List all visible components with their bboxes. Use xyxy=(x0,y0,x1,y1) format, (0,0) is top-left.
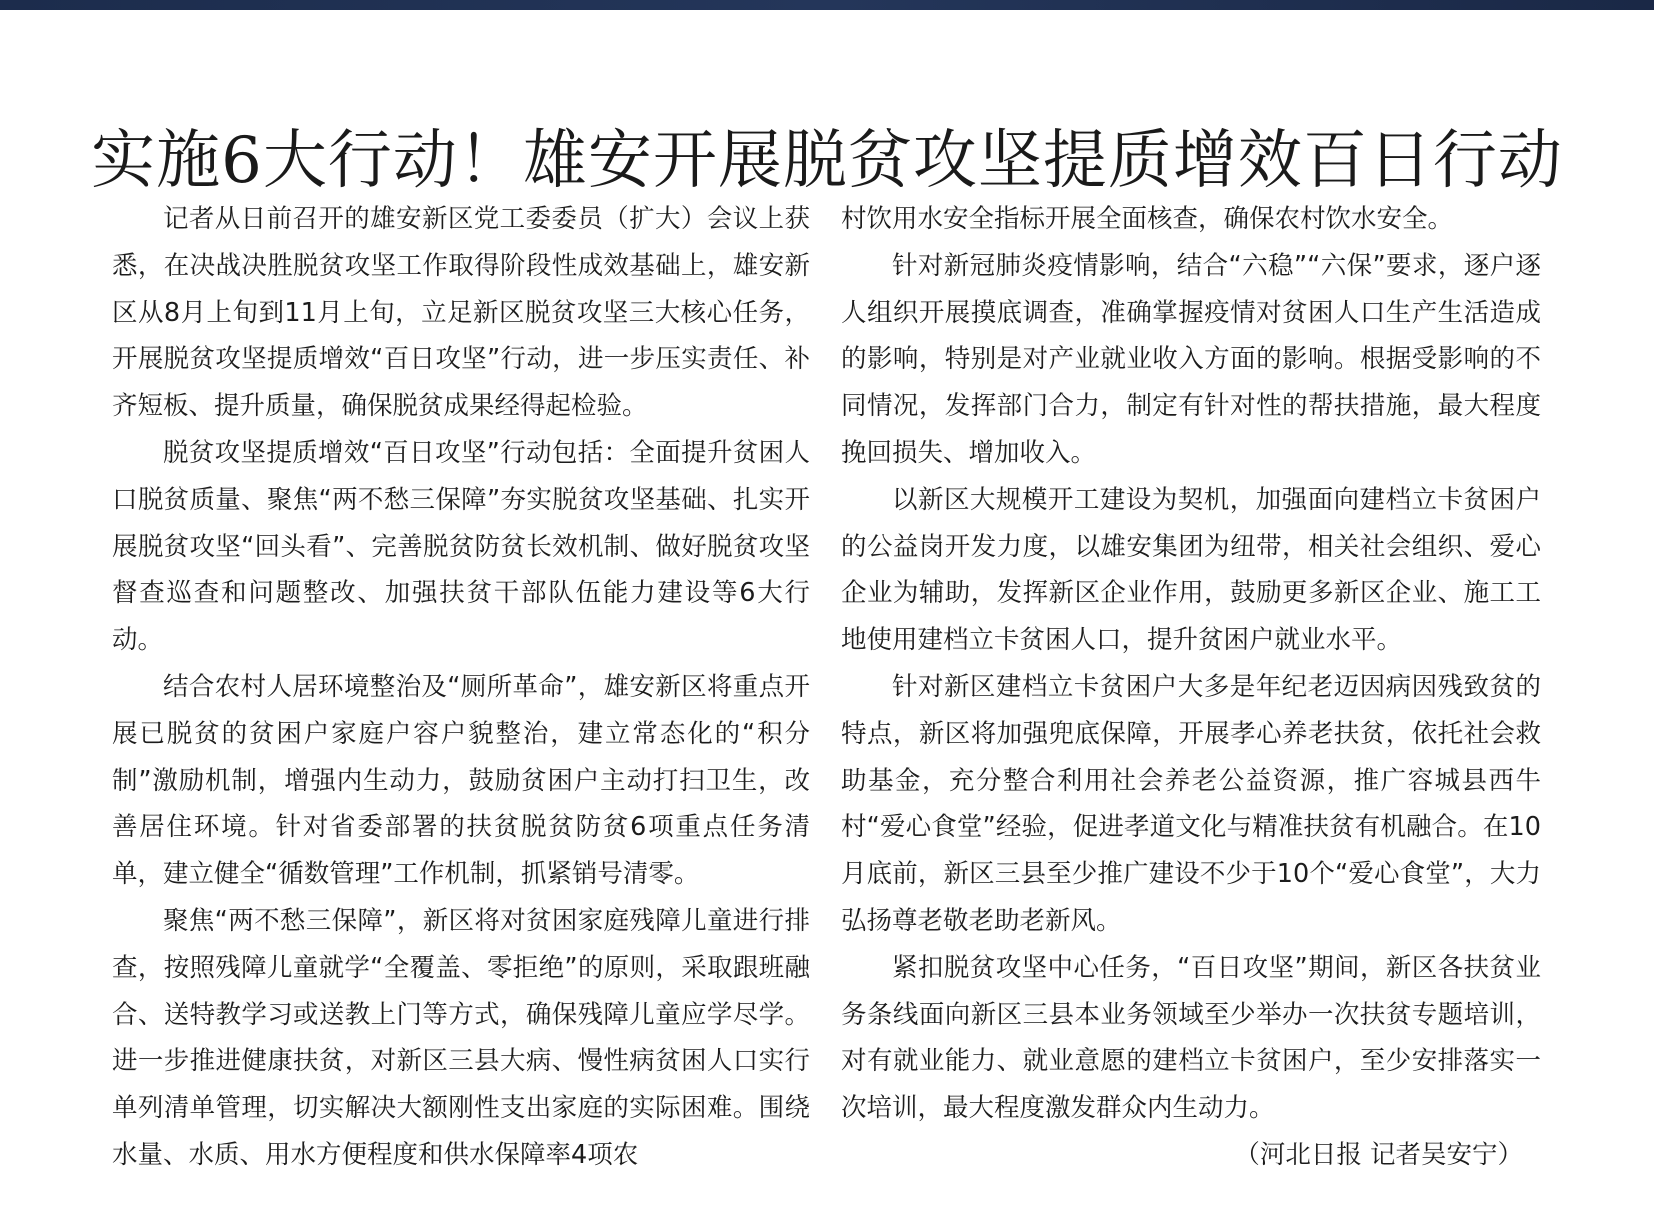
article-column-left xyxy=(112,196,810,1179)
byline: （河北日报 记者吴安宁） xyxy=(1234,1139,1523,1170)
paragraph: 聚焦“两不愁三保障”，新区将对贫困家庭残障儿童进行排查，按照残障儿童就学“全覆盖、零拒绝”的原则，采取跟班融合、送特教学习或送教上门等方式，确保残障儿童应学尽学。进一步推进健康扶贫，对新区三县大病、慢性病贫困人口实行单列清单管理，切实解决大额刚性支出家庭的实际困难。围绕水量、水质、用水方便程度和供水保障率4项农 xyxy=(112,905,810,1170)
paragraph: 记者从日前召开的雄安新区党工委委员（扩大）会议上获悉，在决战决胜脱贫攻坚工作取得阶段性成效基础上，雄安新区从8月上旬到11月上旬，立足新区脱贫攻坚三大核心任务，开展脱贫攻坚提质增效“百日攻坚”行动，进一步压实责任、补齐短板、提升质量，确保脱贫成果经得起检验。 xyxy=(112,204,810,422)
paragraph: 针对新冠肺炎疫情影响，结合“六稳”“六保”要求，逐户逐人组织开展摸底调查，准确掌握疫情对贫困人口生产生活造成的影响，特别是对产业就业收入方面的影响。根据受影响的不同情况，发挥部门合力，制定有针对性的帮扶措施，最大程度挽回损失、增加收入。 xyxy=(841,250,1541,468)
top-banner-bar xyxy=(0,0,1654,10)
paragraph: 脱贫攻坚提质增效“百日攻坚”行动包括：全面提升贫困人口脱贫质量、聚焦“两不愁三保障”夯实脱贫攻坚基础、扎实开展脱贫攻坚“回头看”、完善脱贫防贫长效机制、做好脱贫攻坚督查巡查和问题整改、加强扶贫干部队伍能力建设等6大行动。 xyxy=(112,437,810,656)
paragraph: 结合农村人居环境整治及“厕所革命”，雄安新区将重点开展已脱贫的贫困户家庭户容户貌整治，建立常态化的“积分制”激励机制，增强内生动力，鼓励贫困户主动打扫卫生，改善居住环境。针对省委部署的扶贫脱贫防贫6项重点任务清单，建立健全“循数管理”工作机制，抓紧销号清零。 xyxy=(112,671,810,890)
paragraph-continued: 村饮用水安全指标开展全面核查，确保农村饮水安全。 xyxy=(841,204,1454,234)
article-title: 实施6大行动！雄安开展脱贫攻坚提质增效百日行动 xyxy=(91,123,1563,198)
paragraph: 针对新区建档立卡贫困户大多是年纪老迈因病因残致贫的特点，新区将加强兜底保障，开展孝心养老扶贫，依托社会救助基金，充分整合利用社会养老公益资源，推广容城县西牛村“爱心食堂”经验，促进孝道文化与精准扶贫有机融合。在10月底前，新区三县至少推广建设不少于10个“爱心食堂”，大力弘扬尊老敬老助老新风。 xyxy=(841,671,1541,936)
article-column-right xyxy=(841,196,1541,1179)
paragraph: 紧扣脱贫攻坚中心任务，“百日攻坚”期间，新区各扶贫业务条线面向新区三县本业务领域至少举办一次扶贫专题培训，对有就业能力、就业意愿的建档立卡贫困户，至少安排落实一次培训，最大程度激发群众内生动力。 xyxy=(841,952,1541,1124)
paragraph: 以新区大规模开工建设为契机，加强面向建档立卡贫困户的公益岗开发力度，以雄安集团为纽带，相关社会组织、爱心企业为辅助，发挥新区企业作用，鼓励更多新区企业、施工工地使用建档立卡贫困人口，提升贫困户就业水平。 xyxy=(841,484,1541,656)
